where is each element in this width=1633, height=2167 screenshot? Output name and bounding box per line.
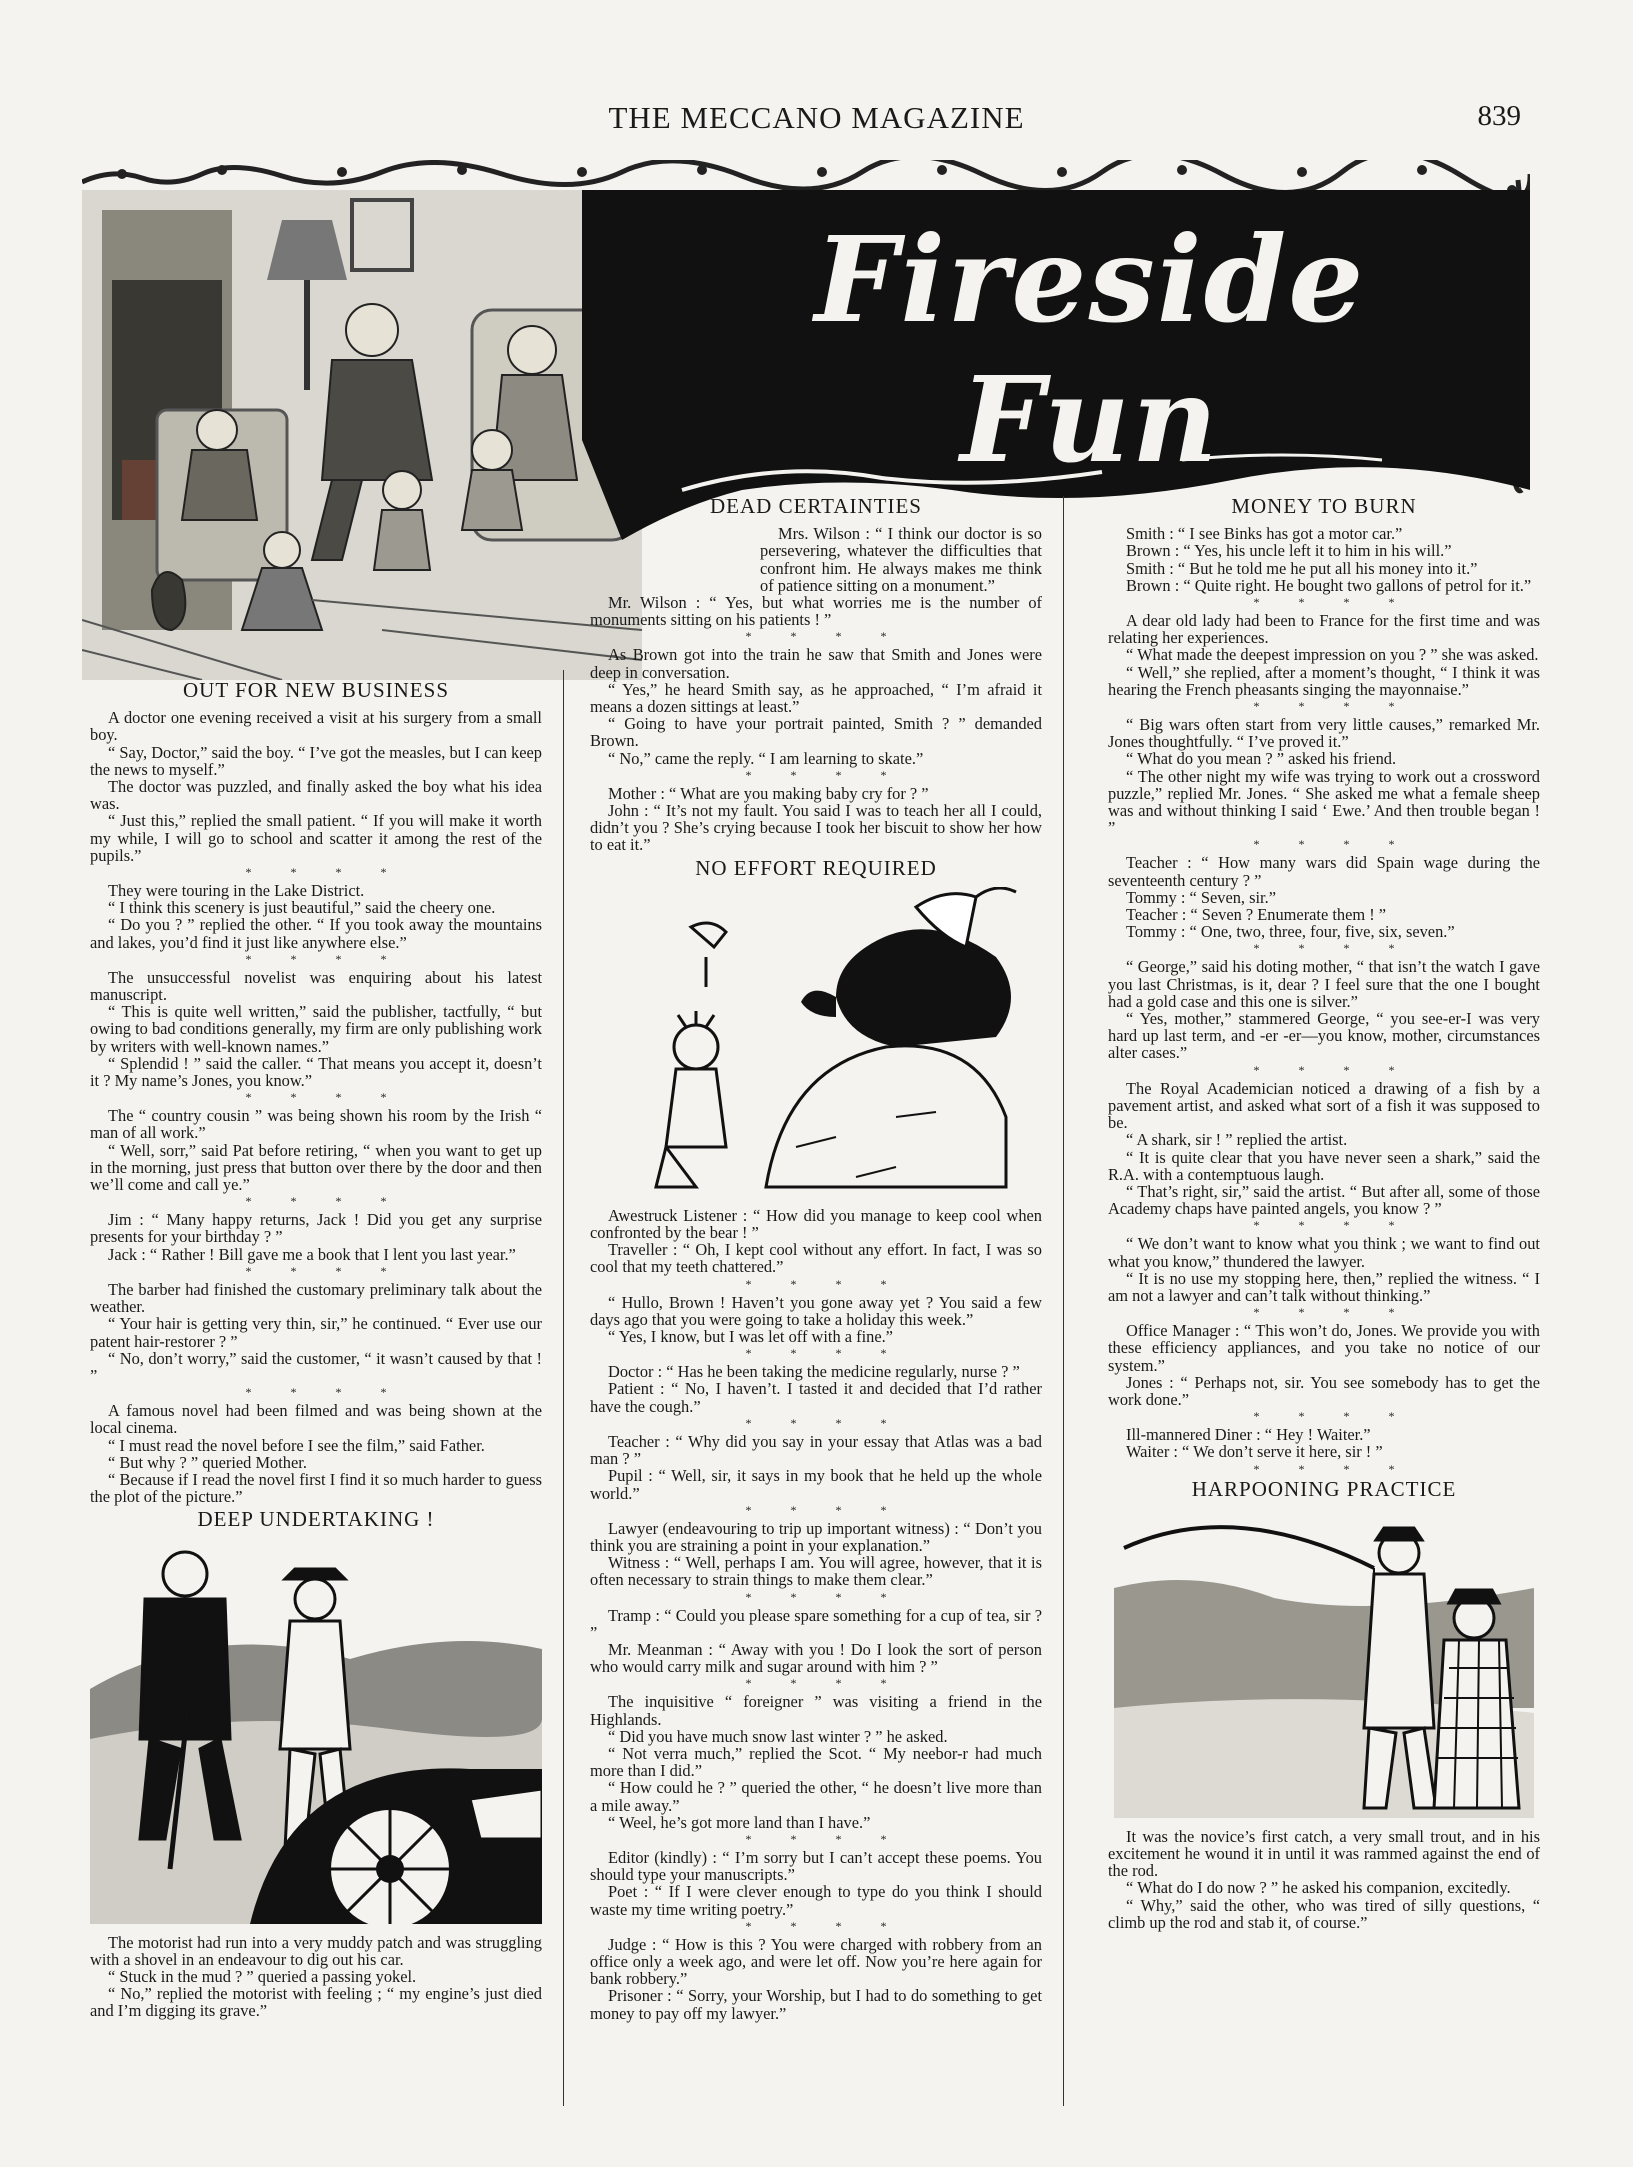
masthead <box>0 100 1633 140</box>
paragraph: John : “ It’s not my fault. You said I was to teach her all I could, didn’t you ? She’s crying because I took her biscuit to show her how to eat it.” <box>590 801 1042 855</box>
paragraph: “ Big wars often start from very little causes,” remarked Mr. Jones thoughtfully. “ I’ve proved it.” <box>1108 715 1540 752</box>
paragraph: “ Yes, mother,” stammered George, “ you see-er-I was very hard up last term, and -er -er—you know, mother, circumstances alter cases.” <box>1108 1009 1540 1063</box>
separator: * * * * <box>745 1918 905 1933</box>
paragraph: “ We don’t want to know what you think ; we want to find out what you know,” thundered the lawyer. <box>1108 1234 1540 1271</box>
paragraph: Editor (kindly) : “ I’m sorry but I can’t accept these poems. You should type your manuscripts.” <box>590 1847 1042 1885</box>
paragraph: Jim : “ Many happy returns, Jack ! Did you get any surprise presents for your birthday ? ” <box>90 1210 542 1247</box>
paragraph: “ Well, sorr,” said Pat before retiring, “ when you want to get up in the morning, just press that button over there by the door and then we’ll come and call ye.” <box>90 1140 542 1195</box>
separator: * * * * <box>245 1385 405 1400</box>
magazine-title: THE MECCANO MAGAZINE <box>608 100 1025 135</box>
paragraph: Smith : “ But he told me he put all his money into it.” <box>1126 558 1478 578</box>
paragraph: A doctor one evening received a visit at his surgery from a small boy. <box>90 708 542 745</box>
paragraph: Mr. Wilson : “ Yes, but what worries me is the number of monuments sitting on his patients ! ” <box>590 593 1042 630</box>
paragraph: “ Weel, he’s got more land than I have.” <box>608 1812 871 1832</box>
bear-cartoon <box>596 887 1036 1197</box>
paragraph: Witness : “ Well, perhaps I am. You will agree, however, that it is often necessary to strain things to make them clear.” <box>590 1553 1042 1590</box>
paragraph: “ No,” came the reply. “ I am learning to skate.” <box>608 748 924 768</box>
paragraph: Poet : “ If I were clever enough to type do you think I should waste my time writing poetry.” <box>590 1882 1042 1919</box>
paragraph: Mr. Meanman : “ Away with you ! Do I look the sort of person who would carry milk and sugar around with him ? ” <box>590 1639 1042 1677</box>
paragraph: Patient : “ No, I haven’t. I tasted it and decided that I’d rather have the cough.” <box>590 1379 1042 1416</box>
paragraph: “ This is quite well written,” said the publisher, tactfully, “ but owing to bad conditions generally, my firm are only publishing work by writers with well-known names.” <box>90 1002 542 1056</box>
column-middle <box>590 492 1042 2022</box>
separator: * * * * <box>245 1263 405 1278</box>
separator: * * * * <box>245 951 405 966</box>
separator: * * * * <box>745 1589 905 1604</box>
paragraph: “ Yes, I know, but I was let off with a fine.” <box>608 1327 893 1347</box>
paragraph: “ Did you have much snow last winter ? ” he asked. <box>608 1726 948 1746</box>
column-divider <box>1063 496 1064 2106</box>
column-divider <box>563 670 564 2106</box>
section-heading: NO EFFORT REQUIRED <box>695 855 937 880</box>
separator: * * * * <box>1253 1218 1413 1233</box>
separator: * * * * <box>745 767 905 782</box>
paragraph: Teacher : “ Seven ? Enumerate them ! ” <box>1126 905 1387 925</box>
paragraph: It was the novice’s first catch, a very small trout, and in his excitement he wound it in until it was rammed against the end of the rod. <box>1108 1826 1540 1881</box>
separator: * * * * <box>745 1276 905 1291</box>
paragraph: “ Well,” she replied, after a moment’s thought, “ I think it was hearing the French pheasants singing the mayonnaise.” <box>1108 662 1540 699</box>
paragraph: Mother : “ What are you making baby cry for ? ” <box>608 783 929 803</box>
column-right <box>1108 492 1540 1931</box>
separator: * * * * <box>745 1831 905 1846</box>
paragraph: “ Stuck in the mud ? ” queried a passing yokel. <box>108 1966 417 1986</box>
paragraph: Office Manager : “ This won’t do, Jones. We provide you with these efficiency appliances, and you take no notice of our system.” <box>1108 1321 1540 1375</box>
paragraph: The Royal Academician noticed a drawing of a fish by a pavement artist, and asked what sort of a fish it was supposed to be. <box>1108 1078 1540 1133</box>
paragraph: Mrs. Wilson : “ I think our doctor is so persevering, whatever the difficulties that confront him. He always makes me think of patience sitting on a monument.” <box>760 524 1042 595</box>
paragraph: Awestruck Listener : “ How did you manage to keep cool when confronted by the bear ! ” <box>590 1205 1042 1243</box>
paragraph: “ A shark, sir ! ” replied the artist. <box>1126 1130 1348 1150</box>
paragraph: Teacher : “ Why did you say in your essay that Atlas was a bad man ? ” <box>590 1431 1042 1469</box>
separator: * * * * <box>245 1090 405 1105</box>
paragraph: “ What do I do now ? ” he asked his companion, excitedly. <box>1126 1878 1511 1898</box>
paragraph: “ It is no use my stopping here, then,” replied the witness. “ I am not a lawyer and can’t talk without thinking.” <box>1108 1268 1540 1305</box>
paragraph: “ The other night my wife was trying to work out a crossword puzzle,” replied Mr. Jones. “ She asked me what a female sheep was and without thinking I said ‘ Ewe.’ And then trouble began ! ” <box>1108 766 1540 838</box>
paragraph: “ That’s right, sir,” said the artist. “ But after all, some of those Academy chaps have painted angels, you know ? ” <box>1108 1181 1540 1219</box>
paragraph: A famous novel had been filmed and was being shown at the local cinema. <box>90 1401 542 1438</box>
paragraph: Brown : “ Yes, his uncle left it to him in his will.” <box>1126 541 1452 561</box>
separator: * * * * <box>1253 595 1413 610</box>
paragraph: “ Yes,” he heard Smith say, as he approached, “ I’m afraid it means a dozen sittings at least.” <box>590 679 1042 717</box>
separator: * * * * <box>245 865 405 880</box>
paragraph: The doctor was puzzled, and finally asked the boy what his idea was. <box>90 777 542 814</box>
paragraph: “ Say, Doctor,” said the boy. “ I’ve got the measles, but I can keep the news to myself.” <box>90 742 542 779</box>
paragraph: Jack : “ Rather ! Bill gave me a book that I lent you last year.” <box>108 1244 516 1264</box>
separator: * * * * <box>245 1194 405 1209</box>
paragraph: “ What do you mean ? ” asked his friend. <box>1126 749 1397 769</box>
separator: * * * * <box>1253 941 1413 956</box>
paragraph: Judge : “ How is this ? You were charged with robbery from an office only a week ago, and were let off. Now you’re here again for bank robbery.” <box>590 1934 1042 1989</box>
paragraph: “ Your hair is getting very thin, sir,” he continued. “ Ever use our patent hair-restorer ? ” <box>90 1314 542 1351</box>
paragraph: Tommy : “ One, two, three, four, five, six, seven.” <box>1126 922 1455 942</box>
separator: * * * * <box>1253 1305 1413 1320</box>
column-left <box>90 676 542 2020</box>
paragraph: “ Just this,” replied the small patient. “ If you will make it worth my while, I will go to school and scatter it among the rest of the pupils.” <box>90 811 542 865</box>
paragraph: “ Splendid ! ” said the caller. “ That means you accept it, doesn’t it ? My name’s Jones, you know.” <box>90 1053 542 1091</box>
separator: * * * * <box>745 1346 905 1361</box>
separator: * * * * <box>1253 699 1413 714</box>
paragraph: “ No, don’t worry,” said the customer, “ it wasn’t caused by that ! ” <box>90 1348 542 1385</box>
section-heading: HARPOONING PRACTICE <box>1191 1476 1457 1501</box>
paragraph: “ Because if I read the novel first I find it so much harder to guess the plot of the picture.” <box>90 1469 542 1507</box>
paragraph: “ But why ? ” queried Mother. <box>108 1452 307 1472</box>
anglers-cartoon <box>1114 1508 1534 1818</box>
paragraph: “ I think this scenery is just beautiful,” said the cheery one. <box>108 898 496 918</box>
banner-title: Fireside Fun <box>814 210 1366 489</box>
section-heading: MONEY TO BURN <box>1231 494 1417 518</box>
paragraph: Traveller : “ Oh, I kept cool without any effort. In fact, I was so cool that my teeth chattered.” <box>590 1240 1042 1277</box>
paragraph: Smith : “ I see Binks has got a motor car.” <box>1126 524 1403 544</box>
paragraph: As Brown got into the train he saw that Smith and Jones were deep in conversation. <box>590 645 1042 682</box>
separator: * * * * <box>745 629 905 644</box>
separator: * * * * <box>1253 1062 1413 1077</box>
paragraph: Tommy : “ Seven, sir.” <box>1126 887 1276 907</box>
paragraph: “ Do you ? ” replied the other. “ If you took away the mountains and lakes, you’d find it just like anywhere else.” <box>90 915 542 952</box>
separator: * * * * <box>745 1502 905 1517</box>
separator: * * * * <box>745 1676 905 1691</box>
paragraph: Lawyer (endeavouring to trip up important witness) : “ Don’t you think you are straining a point in your explanation.” <box>590 1518 1042 1555</box>
paragraph: Jones : “ Perhaps not, sir. You see somebody has to get the work done.” <box>1108 1372 1540 1409</box>
paragraph: “ It is quite clear that you have never seen a shark,” said the R.A. with a contemptuous laugh. <box>1108 1147 1540 1184</box>
paragraph: “ No,” replied the motorist with feeling ; “ my engine’s just died and I’m digging its grave.” <box>90 1984 542 2021</box>
paragraph: A dear old lady had been to France for the first time and was relating her experiences. <box>1108 611 1540 648</box>
paragraph: Pupil : “ Well, sir, it says in my book that he held up the whole world.” <box>590 1466 1042 1503</box>
paragraph: Tramp : “ Could you please spare something for a cup of tea, sir ? ” <box>590 1605 1042 1642</box>
separator: * * * * <box>745 1415 905 1430</box>
paragraph: “ I must read the novel before I see the film,” said Father. <box>108 1435 485 1455</box>
paragraph: The barber had finished the customary preliminary talk about the weather. <box>90 1279 542 1317</box>
paragraph: “ Not verra much,” replied the Scot. “ My neebor-r had much more than I did.” <box>590 1743 1042 1781</box>
section-heading: DEAD CERTAINTIES <box>710 494 922 518</box>
section-heading: DEEP UNDERTAKING ! <box>197 1507 435 1532</box>
paragraph: Teacher : “ How many wars did Spain wage during the seventeenth century ? ” <box>1108 853 1540 890</box>
paragraph: “ What made the deepest impression on you ? ” she was asked. <box>1126 645 1539 665</box>
paragraph: “ Hullo, Brown ! Haven’t you gone away yet ? You said a few days ago that you were going to take a holiday this week.” <box>590 1292 1042 1329</box>
separator: * * * * <box>1253 1461 1413 1476</box>
paragraph: “ George,” said his doting mother, “ that isn’t the watch I gave you last Christmas, is it, dear ? I feel sure that the one I bought had a gold case and this one is silver.” <box>1108 957 1540 1011</box>
paragraph: The unsuccessful novelist was enquiring about his latest manuscript. <box>90 967 542 1005</box>
motorist-cartoon <box>90 1539 542 1924</box>
paragraph: They were touring in the Lake District. <box>108 881 365 901</box>
separator: * * * * <box>1253 1409 1413 1424</box>
paragraph: “ How could he ? ” queried the other, “ he doesn’t live more than a mile away.” <box>590 1778 1042 1815</box>
paragraph: Ill-mannered Diner : “ Hey ! Waiter.” <box>1126 1425 1371 1445</box>
paragraph: Waiter : “ We don’t serve it here, sir ! ” <box>1126 1442 1383 1462</box>
paragraph: Brown : “ Quite right. He bought two gallons of petrol for it.” <box>1126 575 1532 595</box>
paragraph: “ Why,” said the other, who was tired of silly questions, “ climb up the rod and stab it, of course.” <box>1108 1895 1540 1932</box>
paragraph: “ Going to have your portrait painted, Smith ? ” demanded Brown. <box>590 714 1042 751</box>
separator: * * * * <box>1253 837 1413 852</box>
paragraph: Prisoner : “ Sorry, your Worship, but I had to do something to get money to pay off my lawyer.” <box>590 1986 1042 2023</box>
paragraph: The “ country cousin ” was being shown his room by the Irish “ man of all work.” <box>90 1106 542 1143</box>
page-number: 839 <box>1477 100 1521 132</box>
paragraph: The inquisitive “ foreigner ” was visiting a friend in the Highlands. <box>590 1692 1042 1729</box>
paragraph: The motorist had run into a very muddy patch and was struggling with a shovel in an endeavour to dig out his car. <box>90 1932 542 1969</box>
paragraph: Doctor : “ Has he been taking the medicine regularly, nurse ? ” <box>608 1362 1020 1382</box>
section-heading: OUT FOR NEW BUSINESS <box>182 678 449 702</box>
